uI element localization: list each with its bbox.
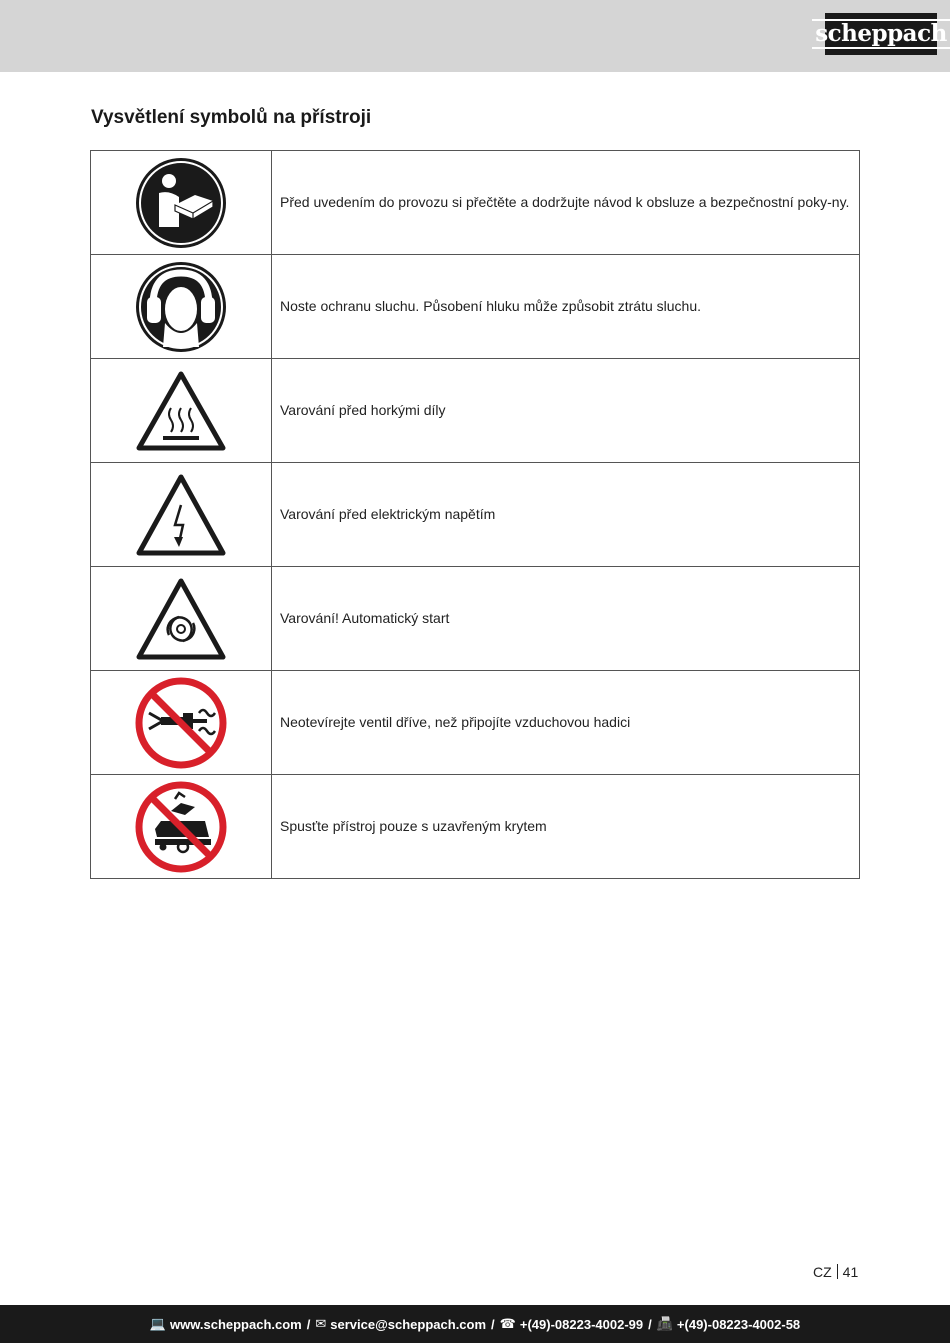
symbol-description: Noste ochranu sluchu. Působení hluku může způsobit ztrátu sluchu. <box>272 255 860 359</box>
ear-protection-icon <box>135 261 227 353</box>
symbol-icon-cell <box>91 255 272 359</box>
footer-fax: +(49)-08223-4002-58 <box>676 1316 801 1332</box>
table-row <box>91 255 860 359</box>
table-row <box>91 567 860 671</box>
page-number-divider <box>837 1264 838 1279</box>
footer-website: www.scheppach.com <box>170 1316 302 1332</box>
table-row <box>91 151 860 255</box>
phone-icon: ☎ <box>499 1316 516 1331</box>
hot-surface-warning-icon <box>135 370 227 452</box>
footer-separator: / <box>491 1316 495 1332</box>
electric-voltage-warning-icon <box>135 473 227 557</box>
table-row <box>91 775 860 879</box>
page-number-value: 41 <box>842 1264 859 1280</box>
symbol-icon-cell <box>91 463 272 567</box>
table-row <box>91 359 860 463</box>
page-number <box>813 1264 858 1280</box>
symbol-description: Varování! Automatický start <box>272 567 860 671</box>
scheppach-logo <box>815 13 947 55</box>
symbol-description: Varování před elektrickým napětím <box>272 463 860 567</box>
footer-bar <box>0 1305 950 1343</box>
language-code: CZ <box>813 1264 832 1280</box>
logo-text: scheppach <box>812 19 950 49</box>
automatic-start-warning-icon <box>135 577 227 661</box>
footer-separator: / <box>648 1316 652 1332</box>
read-manual-icon <box>135 157 227 249</box>
symbol-description: Spusťte přístroj pouze s uzavřeným krytem <box>272 775 860 879</box>
symbol-icon-cell <box>91 775 272 879</box>
computer-icon: 💻 <box>149 1316 167 1331</box>
symbol-icon-cell <box>91 671 272 775</box>
symbol-description: Neotevírejte ventil dříve, než připojíte vzduchovou hadici <box>272 671 860 775</box>
fax-icon: 📠 <box>656 1316 673 1331</box>
footer-phone: +(49)-08223-4002-99 <box>519 1316 644 1332</box>
symbol-icon-cell <box>91 359 272 463</box>
symbol-description: Varování před horkými díly <box>272 359 860 463</box>
symbols-table <box>90 150 860 879</box>
table-row <box>91 671 860 775</box>
table-row <box>91 463 860 567</box>
symbol-icon-cell <box>91 567 272 671</box>
no-open-cover-icon <box>135 781 227 873</box>
header-bar <box>0 0 950 72</box>
symbol-icon-cell <box>91 151 272 255</box>
symbol-description: Před uvedením do provozu si přečtěte a dodržujte návod k obsluze a bezpečnostní poky-ny. <box>272 151 860 255</box>
page-title: Vysvětlení symbolů na přístroji <box>91 107 372 128</box>
no-valve-opening-icon <box>135 677 227 769</box>
email-icon: ✉ <box>315 1316 327 1331</box>
footer-email: service@scheppach.com <box>330 1316 487 1332</box>
footer-separator: / <box>306 1316 311 1332</box>
